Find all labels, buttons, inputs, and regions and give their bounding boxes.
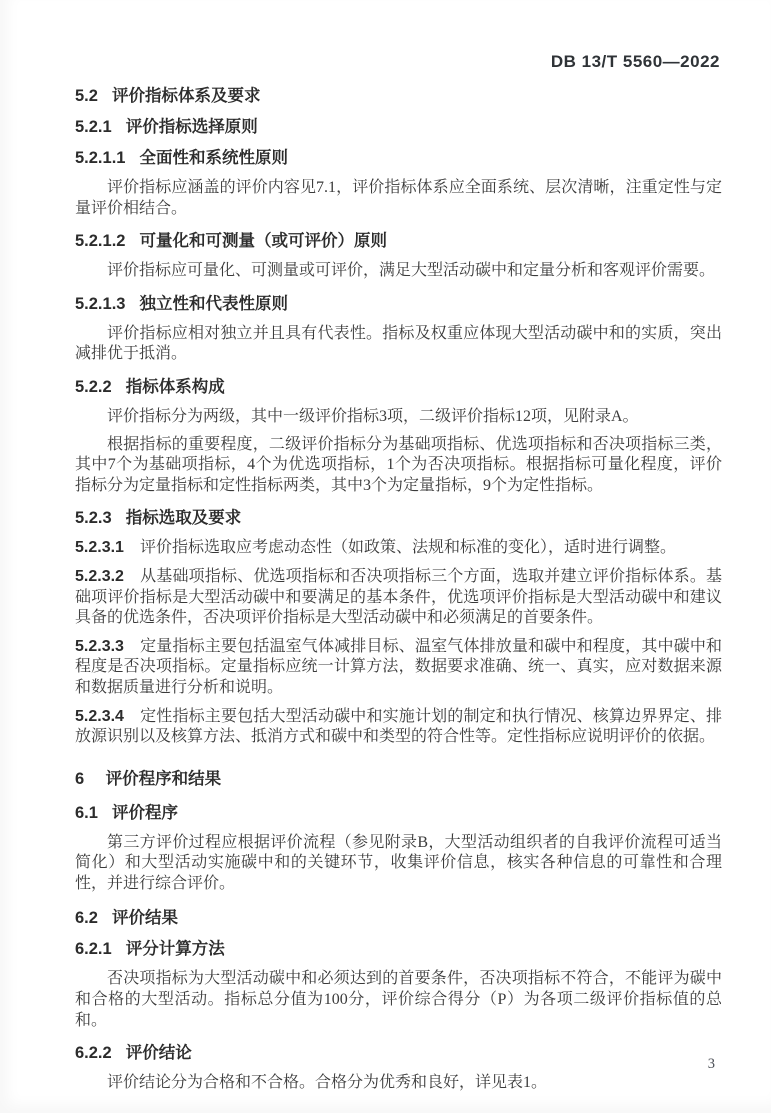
- heading-number: 5.2.3: [75, 509, 112, 528]
- clause-5-2-3-2: [75, 567, 722, 629]
- heading-title: 评价结论: [125, 1044, 192, 1063]
- heading-title: 评价指标体系及要求: [111, 87, 261, 105]
- heading-title: 评价程序: [111, 803, 178, 822]
- paragraph: 否决项指标为大型活动碳中和必须达到的首要条件，否决项指标不符合，不能评为碳中和合格的大型活动。指标总分值为100分，评价综合得分（P）为各项二级评价指标值的总和。: [75, 970, 722, 1029]
- heading-title: 指标体系构成: [125, 377, 225, 396]
- heading-6: [75, 770, 722, 788]
- heading-number: 6.2.2: [75, 1044, 112, 1063]
- paragraph: 评价指标应相对独立并且具有代表性。指标及权重应体现大型活动碳中和的实质，突出减排优于抵消。: [75, 324, 722, 363]
- heading-title: 评价程序和结果: [105, 769, 222, 788]
- heading-number: 5.2.1.2: [75, 232, 126, 251]
- heading-5-2: [75, 87, 722, 105]
- heading-number: 5.2.1.1: [75, 149, 126, 167]
- heading-title: 评分计算方法: [125, 940, 225, 959]
- clause-5-2-3-4: [75, 707, 722, 748]
- heading-5-2-3: [75, 509, 722, 527]
- heading-5-2-1-2: [75, 232, 722, 250]
- heading-number: 5.2: [75, 87, 98, 105]
- clause-text: 从基础项指标、优选项指标和否决项指标三个方面，选取并建立评价指标体系。基础项评价指标是大型活动碳中和要满足的基本条件，优选项评价指标是大型活动碳中和建议具备的优选条件，否决项评价指标是大型活动碳中和必须满足的首要条件。: [75, 567, 722, 627]
- clause-5-2-3-1: [75, 538, 722, 559]
- heading-5-2-1-1: [75, 149, 722, 167]
- clause-text: 评价指标选取应考虑动态性（如政策、法规和标准的变化），适时进行调整。: [139, 539, 676, 557]
- clause-number: 5.2.3.4: [75, 707, 124, 725]
- heading-5-2-1-3: [75, 295, 722, 313]
- heading-title: 可量化和可测量（或可评价）原则: [139, 232, 387, 251]
- heading-number: 6.2.1: [75, 940, 112, 959]
- clause-number: 5.2.3.2: [75, 567, 124, 585]
- heading-6-2: [75, 909, 722, 927]
- paragraph: 第三方评价过程应根据评价流程（参见附录B，大型活动组织者的自我评价流程可适当简化）和大型活动实施碳中和的关键环节，收集评价信息，核实各种信息的可靠性和合理性，并进行综合评价。: [75, 833, 722, 892]
- heading-5-2-2: [75, 378, 722, 396]
- heading-6-2-1: [75, 940, 722, 958]
- heading-number: 6: [75, 769, 85, 788]
- clause-5-2-3-3: [75, 637, 722, 699]
- paragraph: 评价指标应涵盖的评价内容见7.1，评价指标体系应全面系统、层次清晰，注重定性与定量评价相结合。: [75, 179, 722, 217]
- heading-5-2-1: [75, 118, 722, 136]
- heading-title: 评价结果: [111, 909, 178, 928]
- heading-title: 评价指标选择原则: [125, 118, 258, 136]
- document-number-header: DB 13/T 5560—2022: [550, 52, 720, 71]
- heading-6-2-2: [75, 1044, 722, 1062]
- clause-number: 5.2.3.3: [75, 637, 124, 655]
- heading-number: 5.2.2: [75, 377, 112, 396]
- heading-6-1: [75, 804, 722, 822]
- heading-number: 6.2: [75, 909, 98, 928]
- page-number: 3: [707, 1056, 715, 1072]
- heading-title: 独立性和代表性原则: [139, 294, 288, 313]
- heading-title: 指标选取及要求: [125, 509, 242, 528]
- paragraph: 评价指标分为两级，其中一级评价指标3项，二级评价指标12项，见附录A。: [107, 407, 639, 425]
- paragraph: 根据指标的重要程度，二级评价指标分为基础项指标、优选项指标和否决项指标三类，其中7个为基础项指标，4个为优选项指标，1个为否决项指标。根据指标可量化程度，评价指标分为定量指标和定性指标两类，其中3个为定量指标，9个为定性指标。: [75, 435, 722, 494]
- paragraph: 评价指标应可量化、可测量或可评价，满足大型活动碳中和定量分析和客观评价需要。: [107, 262, 716, 280]
- heading-number: 5.2.1.3: [75, 294, 126, 313]
- heading-number: 5.2.1: [75, 118, 112, 136]
- clause-text: 定性指标主要包括大型活动碳中和实施计划的制定和执行情况、核算边界界定、排放源识别以及核算方法、抵消方式和碳中和类型的符合性等。定性指标应说明评价的依据。: [75, 707, 722, 746]
- heading-title: 全面性和系统性原则: [139, 149, 288, 167]
- paragraph: 评价结论分为合格和不合格。合格分为优秀和良好，详见表1。: [107, 1074, 548, 1092]
- heading-number: 6.1: [75, 803, 98, 822]
- clause-text: 定量指标主要包括温室气体减排目标、温室气体排放量和碳中和程度，其中碳中和程度是否决项指标。定量指标应统一计算方法，数据要求准确、统一、真实，应对数据来源和数据质量进行分析和说明。: [75, 637, 722, 696]
- clause-number: 5.2.3.1: [75, 539, 124, 557]
